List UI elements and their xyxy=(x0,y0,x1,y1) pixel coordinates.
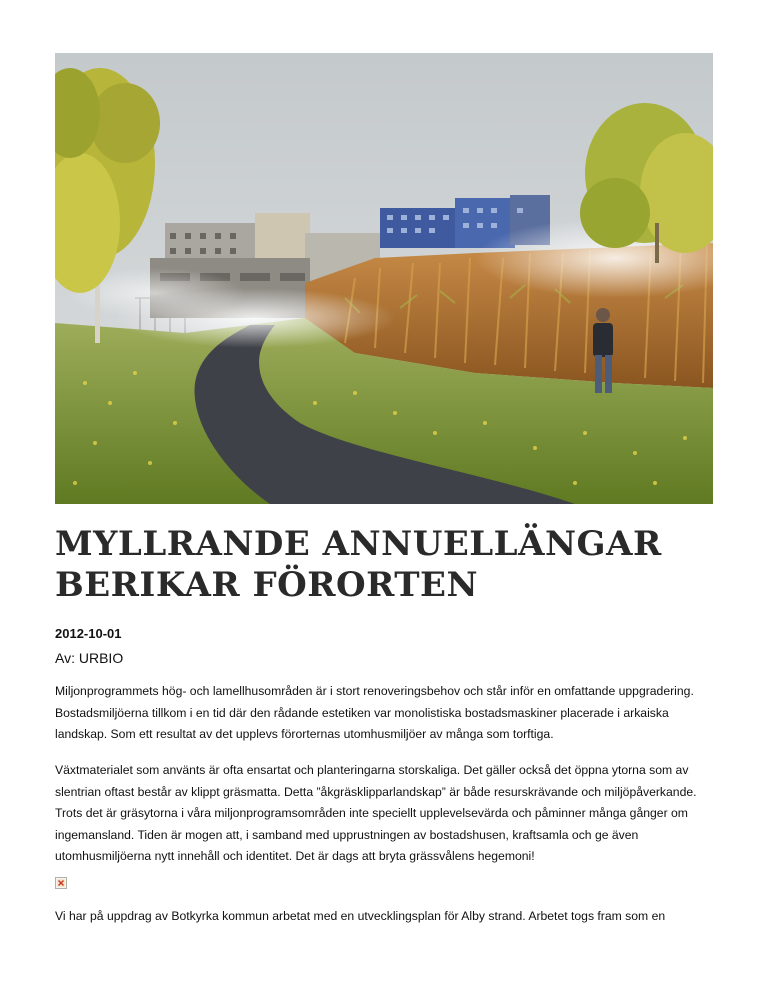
byline-prefix: Av: xyxy=(55,650,79,666)
article-date: 2012-10-01 xyxy=(55,626,122,641)
article-title: MYLLRANDE ANNUELLÄNGAR BERIKAR FÖRORTEN xyxy=(55,524,662,605)
hero-image xyxy=(55,53,713,504)
author-name: URBIO xyxy=(78,650,124,666)
article-paragraph-1: Miljonprogrammets hög- och lamellhusområden är i stort renoveringsbehov och står inför en omfattande uppgradering. Bostadsmiljöerna tillkom i en tid där den rådande estetiken var monolistiska bostadsmaskiner placerade i arkaiska landskap. Som ett resultat av det upplevs förorternas utomhusmiljöer av många som torftiga. xyxy=(55,684,694,741)
broken-image-icon xyxy=(55,877,67,889)
article-byline xyxy=(55,650,123,666)
article-paragraph-2: Växtmaterialet som använts är ofta ensartat och planteringarna storskaliga. Det gäller också det öppna ytorna som av slentrian oftast består av klippt gräsmatta. Detta ”åkgräsklipparlandskap” är både resurskrävande och miljöpåverkande. Trots det är gräsytorna i våra miljonprogramsområden inte speciellt upplevelsevärda och påminner många gånger om ingemansland. Tiden är mogen att, i samband med upprustningen av bostadshusen, kraftsamla och ge även utomhusmiljöerna nytt innehåll och identitet. Det är dags att bryta grässvålens hegemoni! xyxy=(55,763,697,863)
article-paragraph-3: Vi har på uppdrag av Botkyrka kommun arbetat med en utvecklingsplan för Alby strand. Arbetet togs fram som en xyxy=(55,909,666,923)
